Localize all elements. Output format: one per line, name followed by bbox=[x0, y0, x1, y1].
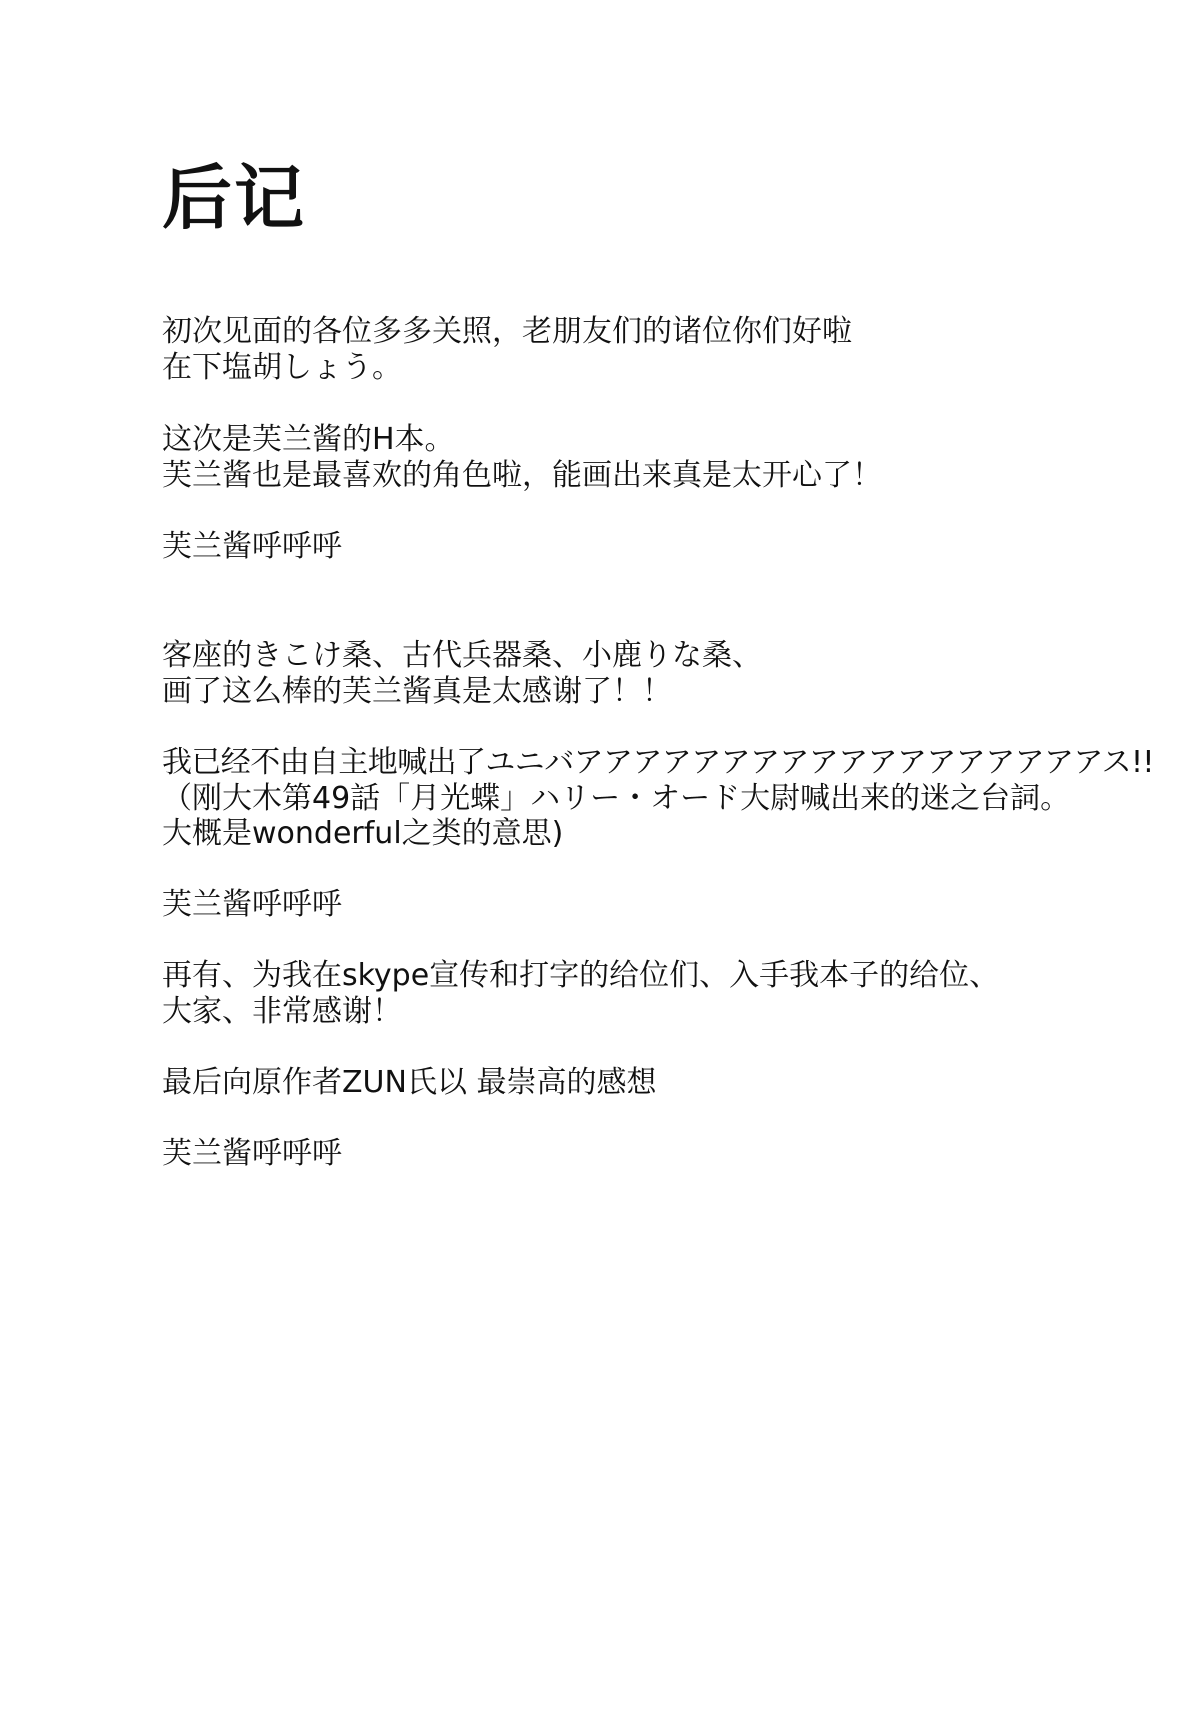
author-intro-line: 在下塩胡しょう。 bbox=[162, 350, 402, 385]
meaning-note-line: 大概是wonderful之类的意思) bbox=[162, 816, 564, 851]
shout-line: 我已经不由自主地喊出了ユニバアアアアアアアアアアアアアアアアアアス!! bbox=[162, 745, 1154, 780]
supporters-thanks-line: 再有、为我在skype宣传和打字的给位们、入手我本子的给位、 bbox=[162, 958, 1000, 993]
book-topic-line: 这次是芙兰酱的H本。 bbox=[162, 422, 455, 457]
exclamation-line: 芙兰酱呼呼呼 bbox=[162, 529, 342, 564]
afterword-page bbox=[162, 0, 1192, 1714]
guest-artists-line: 客座的きこけ桑、古代兵器桑、小鹿りな桑、 bbox=[162, 638, 762, 673]
everyone-thanks-line: 大家、非常感谢！ bbox=[162, 994, 402, 1029]
favorite-character-line: 芙兰酱也是最喜欢的角色啦，能画出来真是太开心了！ bbox=[162, 458, 882, 493]
page-title: 后记 bbox=[162, 157, 306, 239]
greeting-line: 初次见面的各位多多关照，老朋友们的诸位你们好啦 bbox=[162, 314, 852, 349]
exclamation-line: 芙兰酱呼呼呼 bbox=[162, 887, 342, 922]
exclamation-line: 芙兰酱呼呼呼 bbox=[162, 1136, 342, 1171]
original-author-line: 最后向原作者ZUN氏以 最崇高的感想 bbox=[162, 1065, 657, 1100]
guest-thanks-line: 画了这么棒的芙兰酱真是太感谢了！！ bbox=[162, 674, 672, 709]
reference-note-line: （刚大木第49話「月光蝶」ハリー・オード大尉喊出来的迷之台詞。 bbox=[162, 781, 1071, 816]
